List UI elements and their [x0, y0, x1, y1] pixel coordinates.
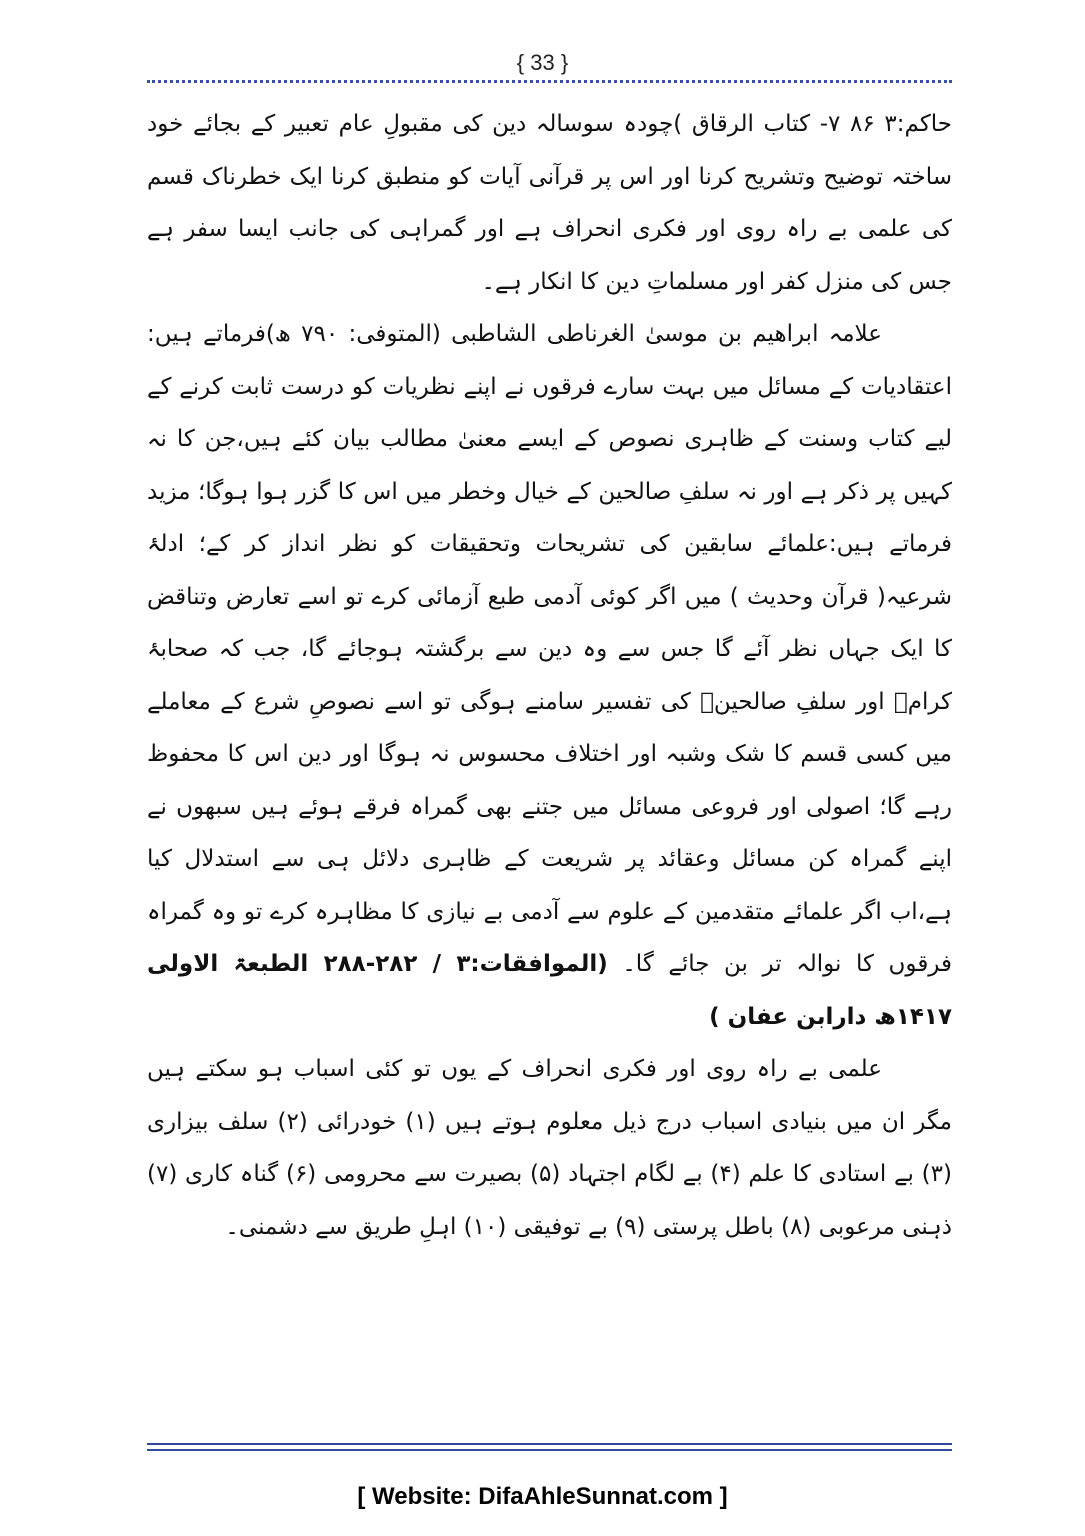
page-number: { 33 }: [516, 50, 569, 75]
header-dotted-divider: [147, 80, 952, 83]
paragraph-1: حاکم:۳ ۸۶ ۷- کتاب الرقاق )چودہ سوسالہ دین کی مقبولِ عام تعبیر کے بجائے خود ساختہ توضیح وتشریح کرنا اور اس پر قرآنی آیات کو منطبق کرنا ایک خطرناک قسم کی علمی بے راہ روی اور فکری انحراف ہے اور گمراہی کی جانب ایسا سفر ہے جس کی منزل کفر اور مسلماتِ دین کا انکار ہے۔: [147, 111, 952, 295]
paragraph-2-text: علامہ ابراھیم بن موسیٰ الغرناطی الشاطبی (المتوفی: ۷۹۰ ھ)فرماتے ہیں: اعتقادیات کے مسائل میں بہت سارے فرقوں نے اپنے نظریات کو درست ثابت کرنے کے لیے کتاب وسنت کے ظاہری نصوص کے ایسے معنیٰ مطالب بیان کئے ہیں،جن کا نہ کہیں پر ذکر ہے اور نہ سلفِ صالحین کے خیال وخطر میں اس کا گزر ہوا ہوگا؛ مزید فرماتے ہیں:علمائے سابقین کی تشریحات وتحقیقات کو نظر انداز کر کے؛ ادلۂ شرعیہ( قرآن وحدیث ) میں اگر کوئی آدمی طبع آزمائی کرے تو اسے تعارض وتناقض کا ایک جہاں نظر آئے گا جس سے وہ دین سے برگشتہ ہوجائے گا، جب کہ صحابۂ کرامؓ اور سلفِ صالحینؒ کی تفسیر سامنے ہوگی تو اسے نصوصِ شرع کے معاملے میں کسی قسم کا شک وشبہ اور اختلاف محسوس نہ ہوگا اور دین اس کا محفوظ رہے گا؛ اصولی اور فروعی مسائل میں جتنے بھی گمراہ فرقے ہوئے ہیں سبھوں نے اپنے گمراہ کن مسائل وعقائد پر شریعت کے ظاہری دلائل ہی سے استدلال کیا ہے،اب اگر علمائے متقدمین کے علوم سے آدمی بے نیازی کا مظاہرہ کرے تو وہ گمراہ فرقوں کا نوالہ تر بن جائے گا۔: [147, 321, 952, 977]
paragraph-2: [147, 308, 952, 1043]
citation-muwafaqat: (الموافقات:۳ / ۲۸۲-۲۸۸ الطبعۃ الاولی ۱۴۱۷ھ دارابن عفان ): [147, 951, 952, 1030]
page-body: [147, 98, 952, 1253]
footer-divider: [147, 1443, 952, 1451]
paragraph-3: علمی بے راہ روی اور فکری انحراف کے یوں تو کئی اسباب ہو سکتے ہیں مگر ان میں بنیادی اسباب درج ذیل معلوم ہوتے ہیں (۱) خودرائی (۲) سلف بیزاری (۳) بے استادی کا علم (۴) بے لگام اجتہاد (۵) بصیرت سے محرومی (۶) گناہ کاری (۷) ذہنی مرعوبی (۸) باطل پرستی (۹) بے توفیقی (۱۰) اہلِ طریق سے دشمنی۔: [147, 1056, 952, 1240]
website-footer: [ Website: DifaAhleSunnat.com ]: [357, 1483, 728, 1510]
